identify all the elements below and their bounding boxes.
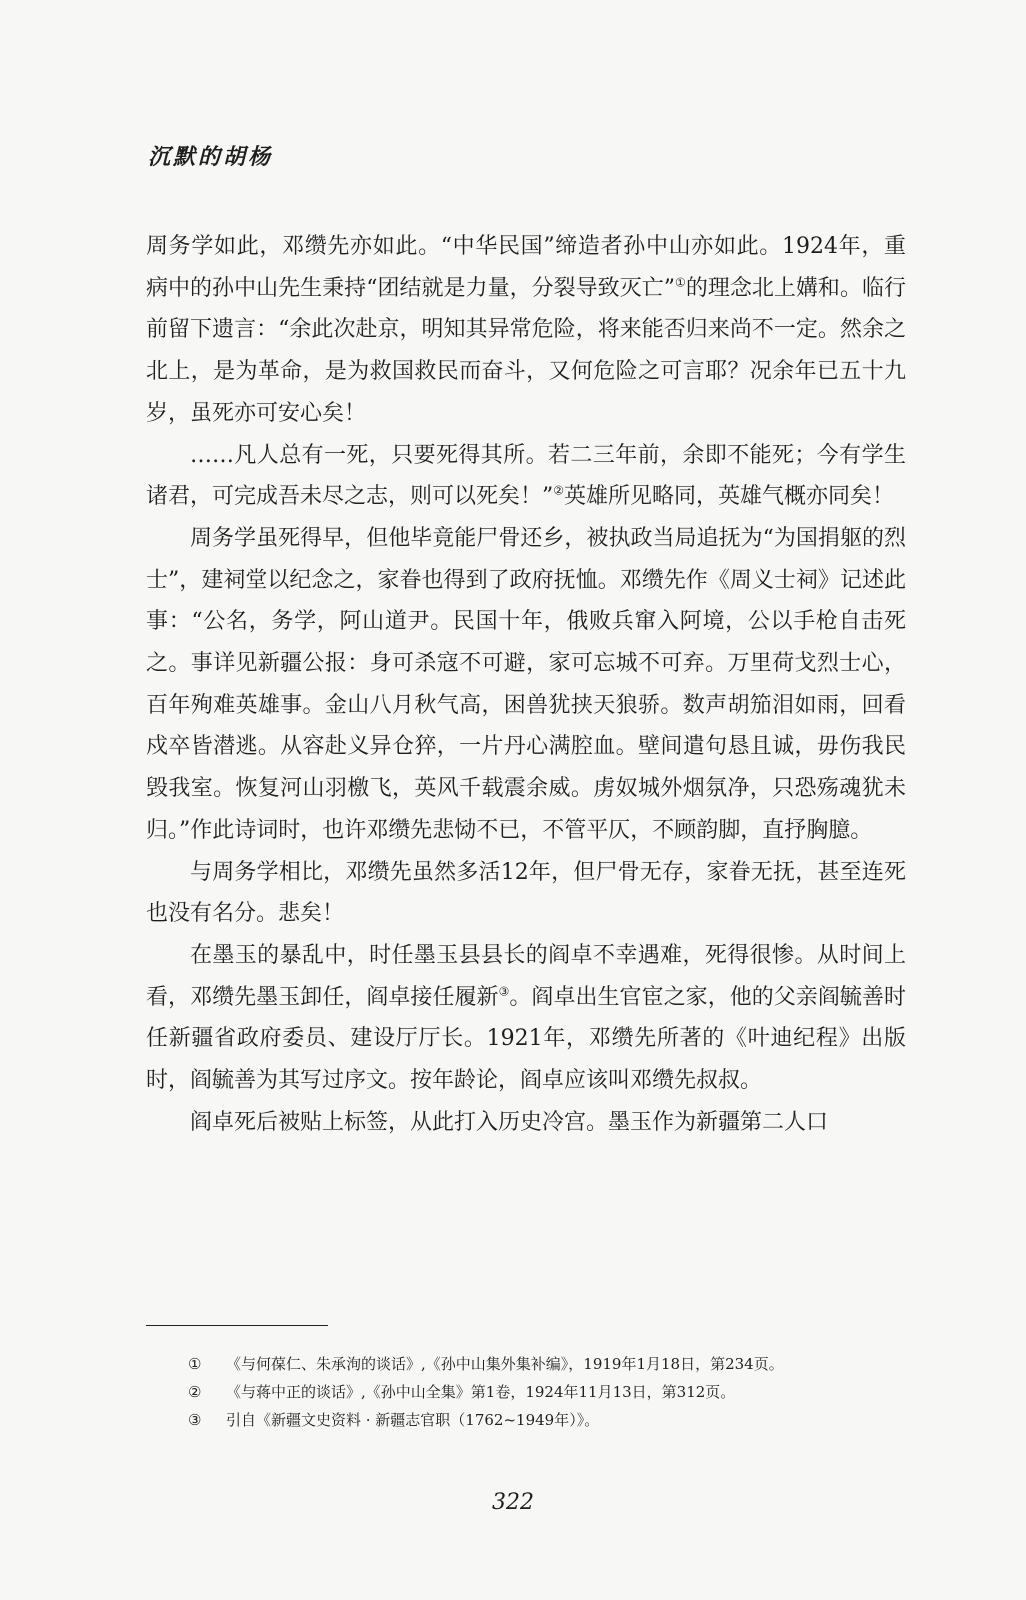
paragraph (146, 935, 906, 1102)
footnote-text: 《与何葆仁、朱承洵的谈话》,《孙中山集外集补编》，1919年1月18日，第234页。 (226, 1355, 784, 1373)
footnote-reference: ① (675, 275, 686, 290)
paragraph-text: 周务学如此，邓缵先亦如此。“中华民国”缔造者孙中山亦如此。1924年，重病中的孙中山先生秉持“团结就是力量，分裂导致灭亡” (146, 234, 906, 301)
paragraph (146, 1102, 906, 1144)
paragraph-text: 。阎卓出生官宦之家，他的父亲阎毓善时任新疆省政府委员、建设厅厅长。1921年，邓缵先所著的《叶迪纪程》出版时，阎毓善为其写过序文。按年龄论，阎卓应该叫邓缵先叔叔。 (146, 984, 906, 1094)
footnote-mark: ③ (188, 1411, 202, 1429)
footnote-text: 引自《新疆文史资料 · 新疆志官职（1762~1949年）》。 (226, 1411, 600, 1429)
paragraph-text: 的理念北上媾和。临行前留下遗言：“余此次赴京，明知其异常危险，将来能否归来尚不一定。然余之北上，是为革命，是为救国救民而奋斗，又何危险之可言耶？况余年已五十九岁，虽死亦可安心矣！ (146, 275, 906, 426)
page-number: 322 (492, 1490, 534, 1515)
footnote (188, 1378, 908, 1406)
footnotes (188, 1350, 908, 1434)
body-text (146, 226, 906, 1143)
paragraph-text: ……凡人总有一死，只要死得其所。若二三年前，余即不能死；今有学生诸君，可完成吾未尽之志，则可以死矣！” (146, 442, 906, 510)
footnote-mark: ② (188, 1383, 202, 1401)
running-header-title: 沉默的胡杨 (148, 144, 274, 170)
footnote-mark: ① (188, 1355, 202, 1373)
paragraph (146, 435, 906, 518)
paragraph-text: 阎卓死后被贴上标签，从此打入历史冷宫。墨玉作为新疆第二人口 (190, 1109, 829, 1135)
footnote (188, 1406, 908, 1434)
paragraph (146, 852, 906, 935)
paragraph-text: 英雄所见略同，英雄气概亦同矣！ (564, 484, 895, 510)
footnote (188, 1350, 908, 1378)
footnote-divider (146, 1325, 328, 1326)
footnote-reference: ② (553, 483, 565, 498)
paragraph-text: 与周务学相比，邓缵先虽然多活12年，但尸骨无存，家眷无抚，甚至连死也没有名分。悲矣！ (146, 859, 906, 927)
footnote-text: 《与蒋中正的谈话》,《孙中山全集》第1卷，1924年11月13日，第312页。 (226, 1383, 736, 1401)
paragraph-text: 在墨玉的暴乱中，时任墨玉县县长的阎卓不幸遇难，死得很惨。从时间上看，邓缵先墨玉卸任，阎卓接任履新 (146, 942, 906, 1010)
paragraph (146, 226, 906, 435)
paragraph (146, 518, 906, 852)
footnote-reference: ③ (498, 984, 510, 999)
paragraph-text: 周务学虽死得早，但他毕竟能尸骨还乡，被执政当局追抚为“为国捐躯的烈士”，建祠堂以纪念之，家眷也得到了政府抚恤。邓缵先作《周义士祠》记述此事：“公名，务学，阿山道尹。民国十年，俄败兵窜入阿境，公以手枪自击死之。事详见新疆公报：身可杀寇不可避，家可忘城不可弃。万里荷戈烈士心，百年殉难英雄事。金山八月秋气高，困兽犹挟天狼骄。数声胡笳泪如雨，回看戍卒皆潜逃。从容赴义异仓猝，一片丹心满腔血。壁间遣句恳且诚，毋伤我民毁我室。恢复河山羽檄飞，英风千载震余威。虏奴城外烟氛净，只恐殇魂犹未归。”作此诗词时，也许邓缵先悲恸不已，不管平仄，不顾韵脚，直抒胸臆。 (146, 525, 906, 843)
